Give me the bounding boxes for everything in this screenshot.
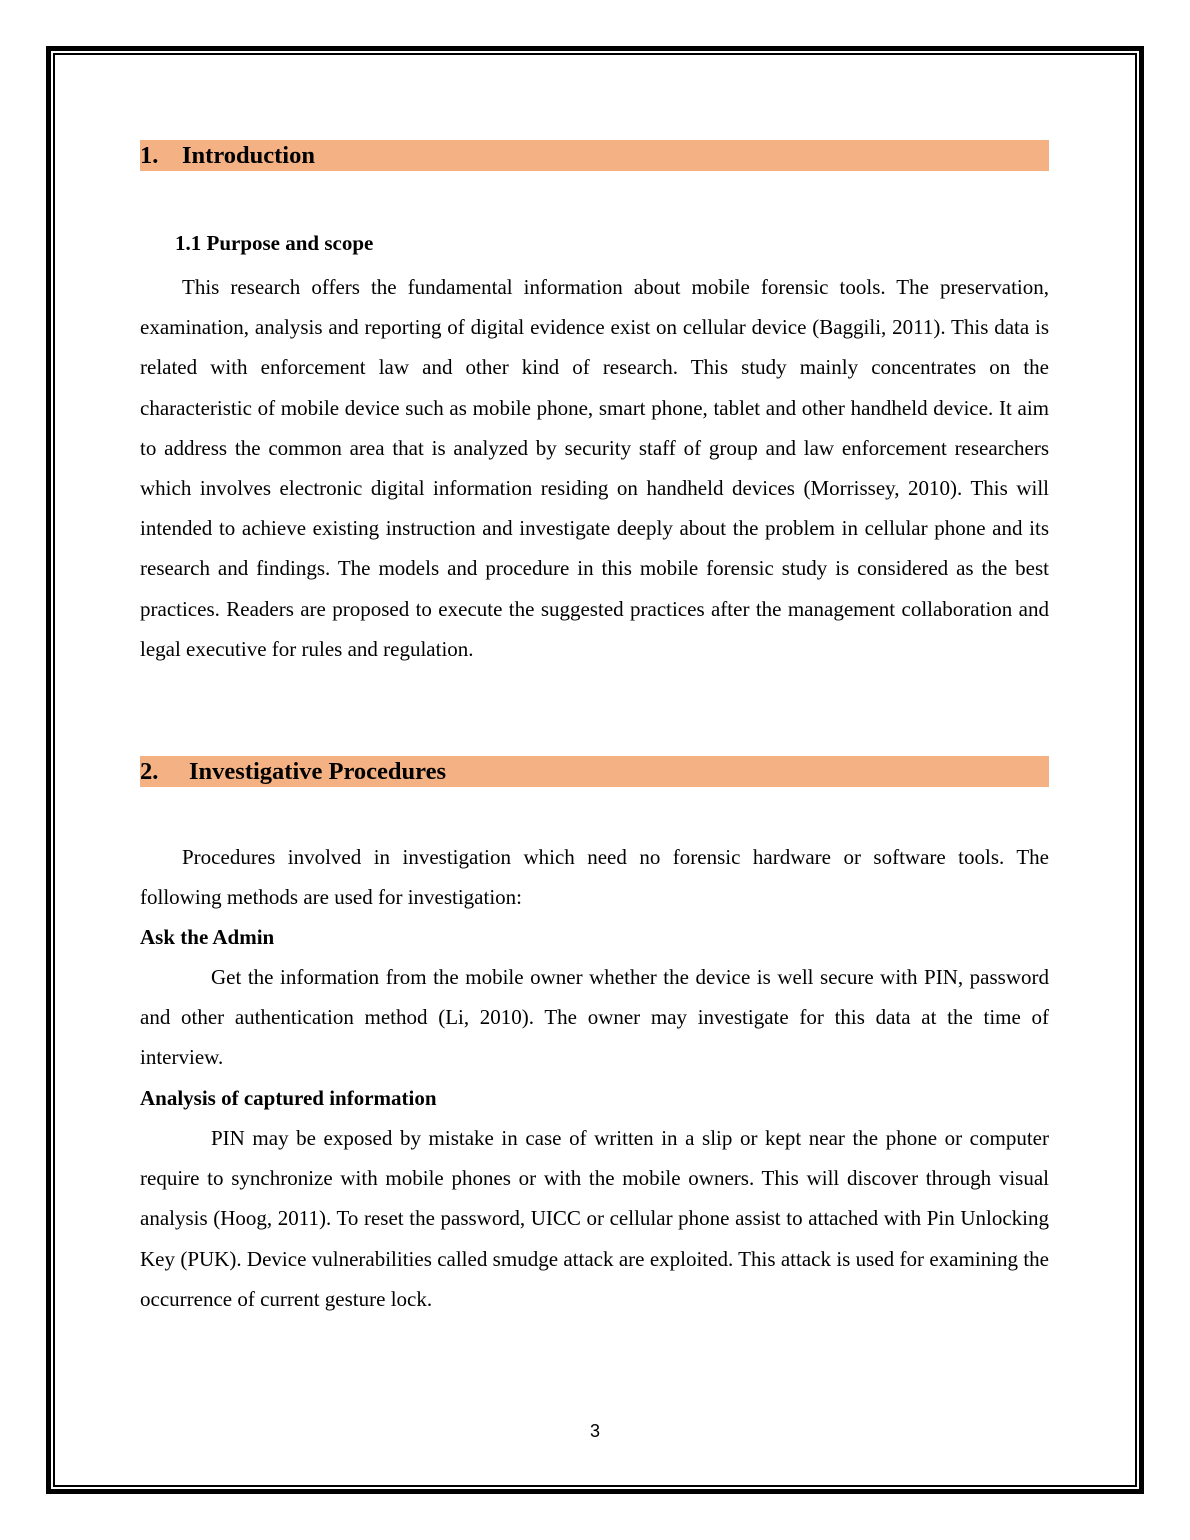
section-1-number: 1. bbox=[140, 142, 159, 169]
purpose-paragraph: This research offers the fundamental information about mobile forensic tools. The preservation, examination, analysis and reporting of digital evidence exist on cellular device (Baggili, 2011). This data is related with enforcement law and other kind of research. This study mainly concentrates on the characteristic of mobile device such as mobile phone, smart phone, tablet and other handheld device. It aim to address the common area that is analyzed by security staff of group and law enforcement researchers which involves electronic digital information residing on handheld devices (Morrissey, 2010). This will intended to achieve existing instruction and investigate deeply about the problem in cellular phone and its research and findings. The models and procedure in this mobile forensic study is considered as the best practices. Readers are proposed to execute the suggested practices after the management collaboration and legal executive for rules and regulation. bbox=[140, 275, 1049, 661]
section-1-heading bbox=[140, 140, 1049, 171]
section-2-title: Investigative Procedures bbox=[189, 758, 446, 785]
ask-admin-label: Ask the Admin bbox=[140, 925, 275, 949]
section-2-number: 2. bbox=[140, 758, 159, 785]
ask-admin-paragraph: Get the information from the mobile owner whether the device is well secure with PIN, password and other authentication method (Li, 2010). The owner may investigate for this data at the time of interview. bbox=[140, 965, 1049, 1070]
captured-info-label: Analysis of captured information bbox=[140, 1086, 437, 1110]
section-1-title: Introduction bbox=[182, 142, 315, 169]
section-2-heading bbox=[140, 756, 1049, 787]
procedures-intro-paragraph: Procedures involved in investigation which need no forensic hardware or software tools. The following methods are used for investigation: bbox=[140, 845, 1049, 910]
page-number: 3 bbox=[589, 1421, 600, 1441]
subsection-1-1-heading: 1.1 Purpose and scope bbox=[175, 231, 374, 255]
captured-info-paragraph: PIN may be exposed by mistake in case of written in a slip or kept near the phone or computer require to synchronize with mobile phones or with the mobile owners. This will discover through visual analysis (Hoog, 2011). To reset the password, UICC or cellular phone assist to attached with Pin Unlocking Key (PUK). Device vulnerabilities called smudge attack are exploited. This attack is used for examining the occurrence of current gesture lock. bbox=[140, 1126, 1049, 1311]
